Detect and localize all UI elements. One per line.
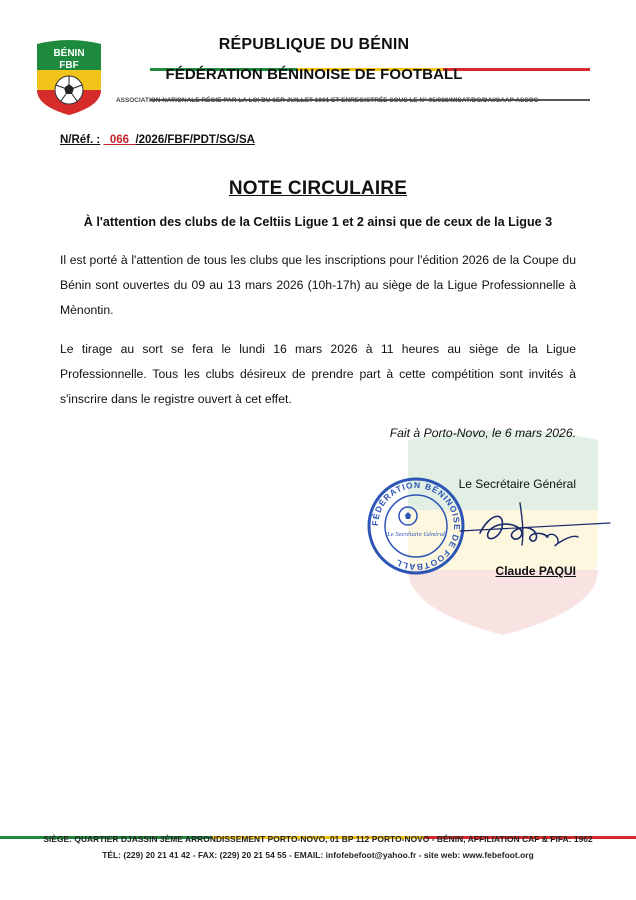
fbf-logo <box>33 36 105 116</box>
document-title: NOTE CIRCULAIRE <box>228 178 408 199</box>
logo-country-text: BÉNIN <box>53 48 85 59</box>
republic-heading: RÉPUBLIQUE DU BÉNIN <box>218 36 410 53</box>
logo-abbr-text: FBF <box>59 60 79 71</box>
paragraph-draw: Le tirage au sort se fera le lundi 16 mars 2026 à 11 heures au siège de la Ligue Professionnelle. Tous les clubs désireux de prendre part à cette compétition sont invités à s'inscrire dans le registre ouvert à cet effet. <box>60 342 576 406</box>
reference-suffix: /2026/FBF/PDT/SG/SA <box>135 134 255 146</box>
federation-heading: FÉDÉRATION BÉNINOISE DE FOOTBALL <box>165 66 463 83</box>
reference-code: _066_ <box>103 134 136 146</box>
header-underline <box>150 88 590 90</box>
document-subtitle: À l'attention des clubs de la Celtiis Ligue 1 et 2 ainsi que de ceux de la Ligue 3 <box>83 215 553 229</box>
paragraph-registration: Il est porté à l'attention de tous les clubs que les inscriptions pour l'édition 2026 de la Coupe du Bénin sont ouvertes du 09 au 13 mars 2026 (10h-17h) au siège de la Ligue Professionnelle à Mènontin. <box>60 253 576 317</box>
footer-tricolor-stripe <box>0 826 636 829</box>
handwritten-signature <box>450 493 615 559</box>
reference-number <box>60 134 255 146</box>
signatory-name: Claude PAQUI <box>495 564 576 578</box>
header-tricolor-stripe <box>150 58 590 61</box>
signatory-title: Le Secrétaire Général <box>458 477 576 491</box>
footer-contacts: TÉL: (229) 20 21 41 42 - FAX: (229) 20 21 54 55 - EMAIL: infofebefoot@yahoo.fr - site web: www.febefoot.org <box>102 850 534 860</box>
place-date: Fait à Porto-Novo, le 6 mars 2026. <box>389 426 576 440</box>
seal-center-text: Le Secrétaire Général <box>387 531 445 538</box>
footer-address: SIÈGE: QUARTIER DJASSIN 3ÈME ARRONDISSEMENT PORTO-NOVO, 01 BP 112 PORTO-NOVO - BÉNIN, AFFILIATION CAF & FIFA: 1962 <box>43 834 593 844</box>
reference-label: N/Réf. : <box>60 134 101 146</box>
seal-ring-text: FÉDÉRATION BÉNINOISE DE FOOTBALL <box>369 479 463 573</box>
association-note: ASSOCIATION NATIONALE RÉGIE PAR LA LOI DU 1ER JUILLET 1901 ET ENREGISTRÉE SOUS LE N° 95/038/MISAT/DC/DAI/SAAP ASSOC <box>116 97 539 104</box>
